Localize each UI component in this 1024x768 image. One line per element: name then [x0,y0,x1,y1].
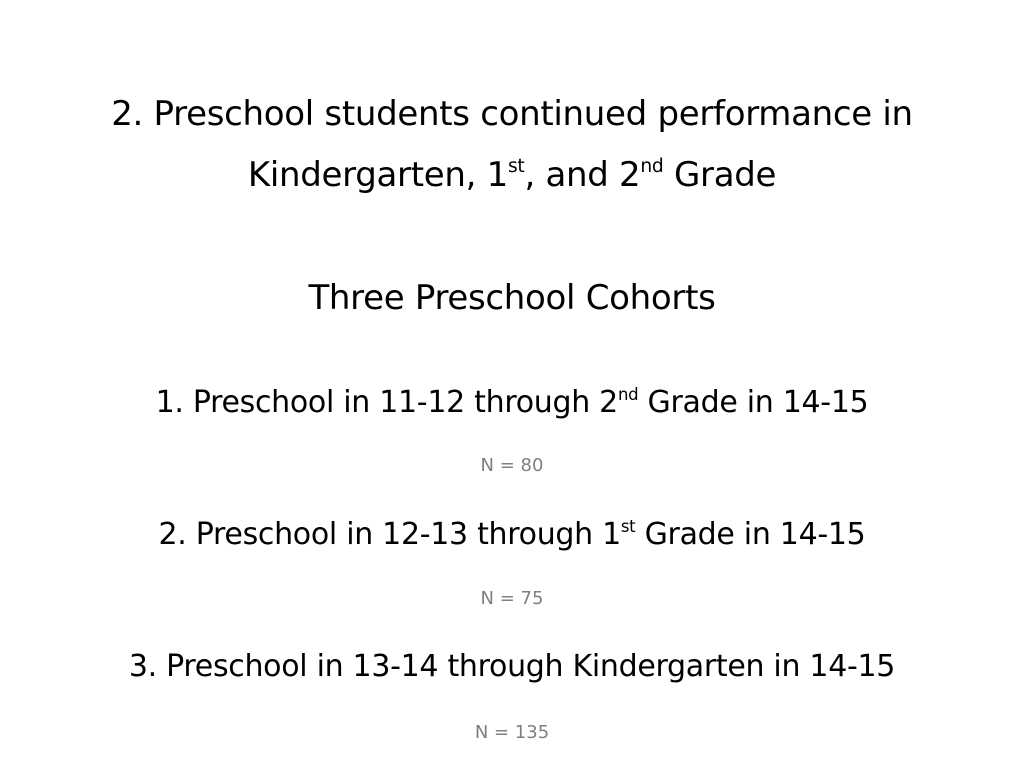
title-superscript-nd: nd [640,155,664,177]
cohort-2-superscript: st [620,516,636,536]
cohort-3-n-value: N = 135 [474,722,550,743]
cohort-3-text-a: 3. Preschool in 13-14 through Kindergarten in 14-15 [128,649,896,684]
cohort-1-text-a: 1. Preschool in 11-12 through 2 [155,385,618,420]
title-line-1-text: 2. Preschool students continued performance in [111,94,913,134]
title-line-1 [0,94,1024,134]
subtitle [0,278,1024,318]
cohort-2-text-b: Grade in 14-15 [635,517,866,552]
title-line-2 [0,155,1024,195]
subtitle-text: Three Preschool Cohorts [308,278,716,318]
cohort-1 [0,384,1024,420]
cohort-3 [0,649,1024,684]
cohort-1-text-b: Grade in 14-15 [638,385,869,420]
cohort-3-n-count [0,724,1024,742]
cohort-1-n-count [0,457,1024,475]
cohort-2-text-a: 2. Preschool in 12-13 through 1 [158,517,621,552]
cohort-1-n-value: N = 80 [480,455,544,476]
title-line-2-part-b: , and 2 [524,155,641,195]
cohort-2 [0,516,1024,552]
title-superscript-st: st [507,155,525,177]
cohort-1-superscript: nd [617,384,639,404]
cohort-2-n-value: N = 75 [480,588,544,609]
title-line-2-part-a: Kindergarten, 1 [247,155,508,195]
title-line-2-part-c: Grade [663,155,777,195]
cohort-2-n-count [0,590,1024,608]
